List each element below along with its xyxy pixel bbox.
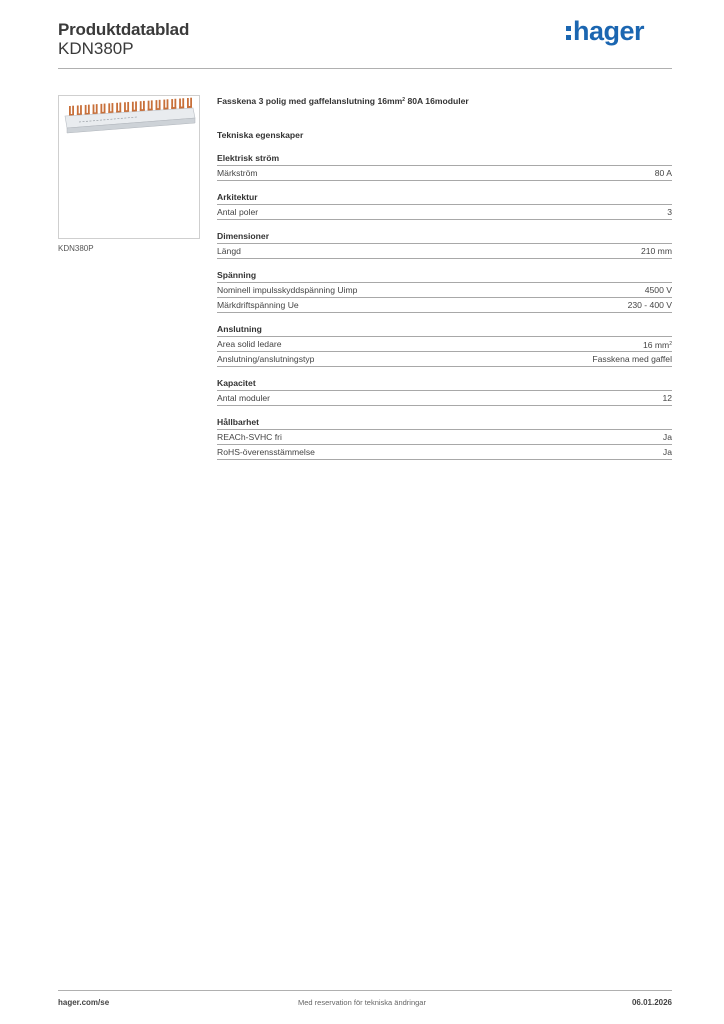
spec-section (217, 152, 672, 181)
spec-label: Nominell impulsskyddspänning Uimp (217, 285, 358, 295)
spec-row (217, 430, 672, 445)
spec-value: Fasskena med gaffel (592, 354, 672, 364)
busbar-pin (148, 100, 153, 110)
spec-label: REACh-SVHC fri (217, 432, 282, 442)
busbar-pin (156, 100, 161, 110)
spec-content (217, 95, 672, 460)
busbar-pin (77, 105, 82, 115)
busbar-pin (85, 105, 90, 115)
product-code: KDN380P (58, 39, 134, 58)
busbar-pin (187, 98, 192, 108)
spec-value: Ja (662, 432, 672, 442)
spec-section (217, 191, 672, 220)
busbar-pin (93, 104, 98, 114)
footer-date: 06.01.2026 (631, 998, 672, 1007)
busbar-pin (116, 103, 121, 113)
spec-label: Antal moduler (217, 393, 271, 403)
spec-label: Längd (217, 246, 241, 256)
busbar-pin (132, 101, 137, 111)
spec-section (217, 416, 672, 460)
spec-row (217, 445, 672, 460)
spec-row (217, 205, 672, 220)
spec-label: RoHS-överensstämmelse (217, 447, 315, 457)
spec-label: Anslutning/anslutningstyp (217, 354, 315, 364)
section-heading: Elektrisk ström (217, 152, 672, 166)
busbar-pin (124, 102, 129, 112)
section-heading: Kapacitet (217, 377, 672, 391)
spec-section (217, 230, 672, 259)
spec-row (217, 166, 672, 181)
footer-divider (58, 990, 672, 991)
tech-properties-heading: Tekniska egenskaper (217, 130, 304, 140)
spec-row (217, 244, 672, 259)
spec-value: 230 - 400 V (627, 300, 672, 310)
product-description: Fasskena 3 polig med gaffelanslutning $16mm^2$ 80A 16moduler (217, 96, 469, 106)
footer-disclaimer: Med reservation för tekniska ändringar (298, 998, 426, 1007)
busbar-pin (163, 99, 168, 109)
spec-value: 3 (667, 207, 672, 217)
spec-label: Märkdriftspänning Ue (217, 300, 299, 310)
logo-dots-icon (566, 26, 571, 40)
spec-value: 210 mm (640, 246, 672, 256)
spec-value: 80 A (654, 168, 672, 178)
spec-label: Märkström (217, 168, 258, 178)
busbar-pin (140, 101, 145, 111)
spec-value: 16 $mm^2$ (642, 340, 672, 350)
busbar-illustration (59, 96, 199, 238)
spec-row (217, 298, 672, 313)
spec-value: 4500 V (644, 285, 672, 295)
spec-sections (217, 152, 672, 460)
busbar-pin (171, 99, 176, 109)
product-image (58, 95, 200, 239)
section-heading: Arkitektur (217, 191, 672, 205)
section-heading: Anslutning (217, 323, 672, 337)
busbar-pin (179, 98, 184, 108)
busbar-pin (100, 104, 105, 114)
spec-row (217, 391, 672, 406)
busbar-pin (108, 103, 113, 113)
spec-value: 12 (662, 393, 672, 403)
spec-section (217, 377, 672, 406)
spec-row (217, 283, 672, 298)
logo-text: hager (573, 15, 645, 46)
spec-section (217, 269, 672, 313)
header-divider (58, 68, 672, 69)
hager-logo[interactable] (566, 14, 644, 48)
section-heading: Hållbarhet (217, 416, 672, 430)
spec-label: Area solid ledare (217, 339, 282, 349)
spec-value: Ja (662, 447, 672, 457)
spec-section (217, 323, 672, 367)
image-caption: KDN380P (58, 244, 94, 253)
section-heading: Spänning (217, 269, 672, 283)
page-title: Produktdatablad (58, 20, 190, 39)
busbar-pin (69, 106, 74, 116)
spec-label: Antal poler (217, 207, 259, 217)
section-heading: Dimensioner (217, 230, 672, 244)
footer-website-link[interactable]: hager.com/se (58, 998, 110, 1007)
spec-row (217, 337, 672, 352)
spec-row (217, 352, 672, 367)
